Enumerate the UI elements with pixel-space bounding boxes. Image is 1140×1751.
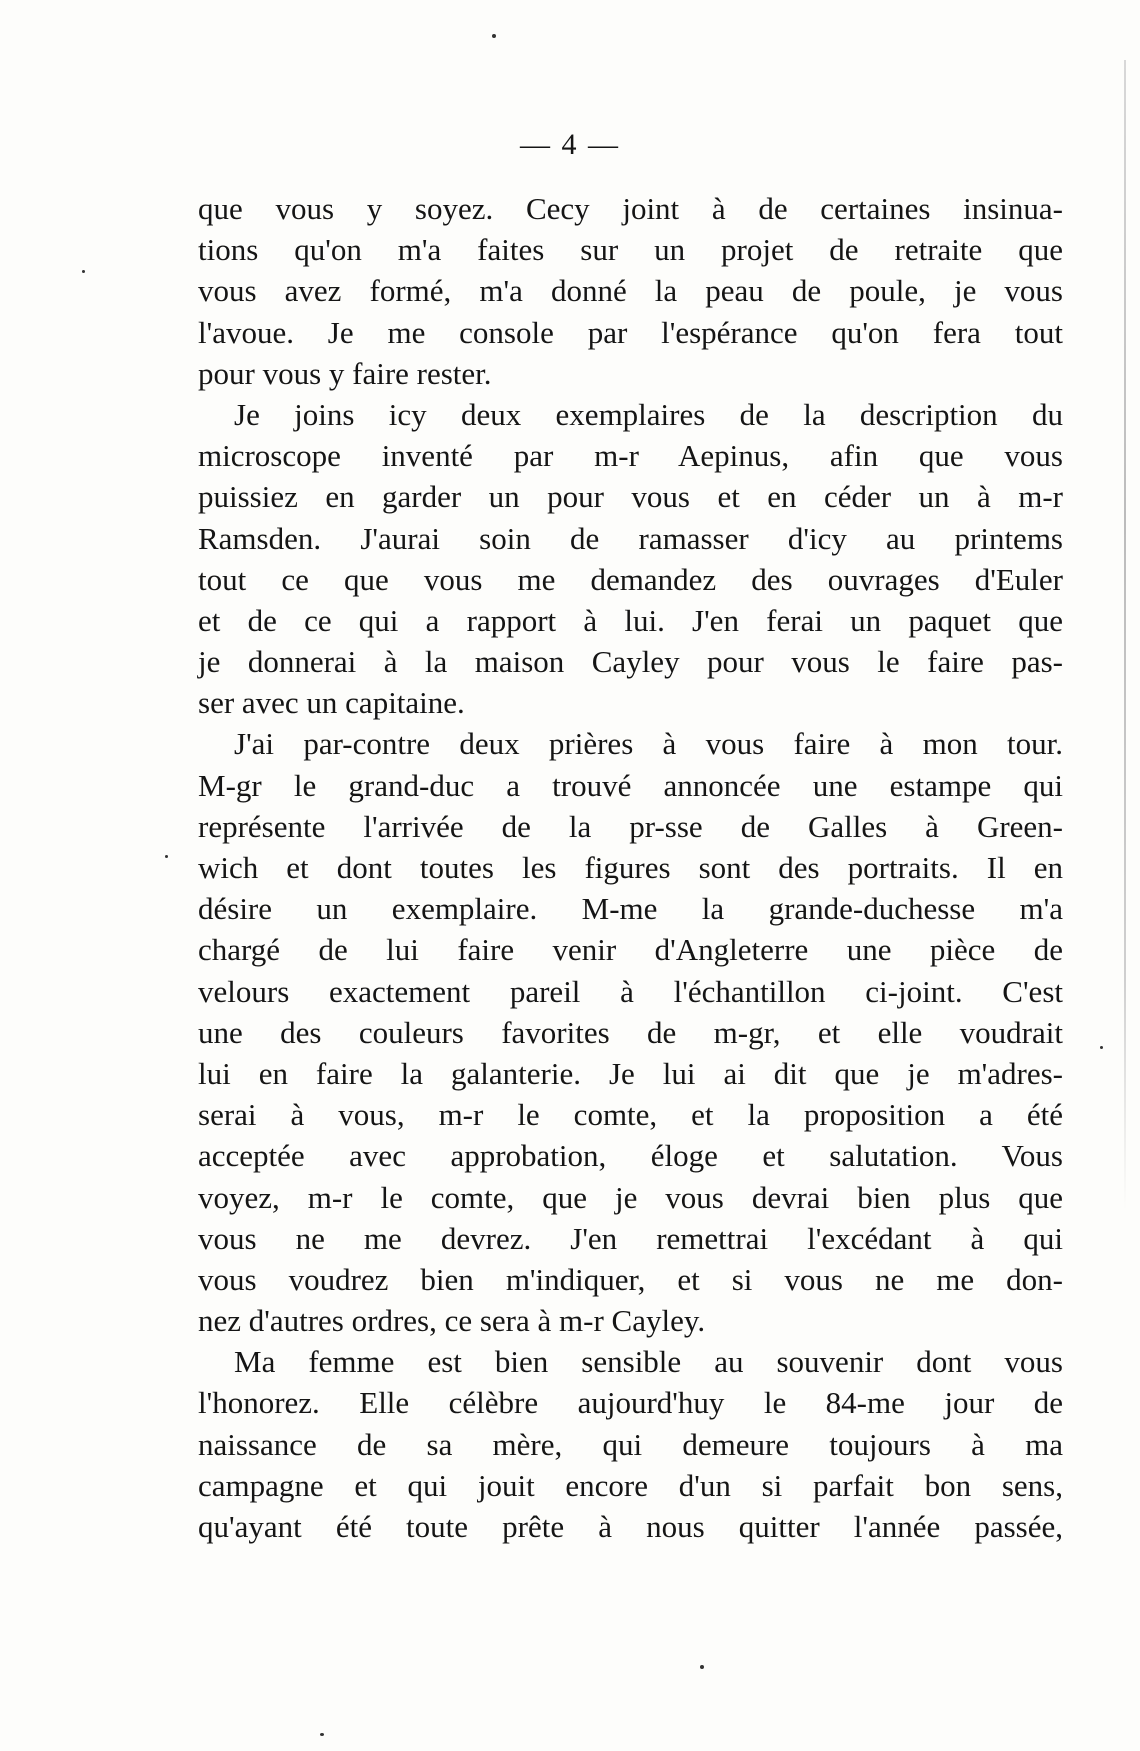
text-line: l'honorez. Elle célèbre aujourd'huy le 84-me jour de <box>198 1385 1063 1421</box>
page-edge-shadow <box>1124 60 1126 1210</box>
text-line: lui en faire la galanterie. Je lui ai dit que je m'adres- <box>198 1055 1063 1091</box>
text-line: tions qu'on m'a faites sur un projet de retraite que <box>198 232 1063 268</box>
text-line: une des couleurs favorites de m-gr, et elle voudrait <box>198 1014 1063 1050</box>
print-speck <box>492 34 496 38</box>
text-line: que vous y soyez. Cecy joint à de certaines insinua- <box>198 191 1063 226</box>
text-line: désire un exemplaire. M-me la grande-duchesse m'a <box>198 891 1063 927</box>
text-line: acceptée avec approbation, éloge et salutation. Vous <box>198 1138 1063 1174</box>
print-speck <box>320 1733 324 1736</box>
text-line: nez d'autres ordres, ce sera à m-r Cayley. <box>198 1303 706 1339</box>
text-line: puissiez en garder un pour vous et en céder un à m-r <box>198 479 1063 515</box>
text-line: microscope inventé par m-r Aepinus, afin que vous <box>198 438 1063 474</box>
print-speck <box>1100 1046 1103 1049</box>
text-line: vous avez formé, m'a donné la peau de poule, je vous <box>198 273 1063 309</box>
text-line: et de ce qui a rapport à lui. J'en ferai un paquet que <box>198 602 1063 638</box>
text-line: M-gr le grand-duc a trouvé annoncée une estampe qui <box>198 767 1063 803</box>
text-line: Ma femme est bien sensible au souvenir dont vous <box>234 1344 1063 1380</box>
text-line: pour vous y faire rester. <box>198 355 492 391</box>
text-line: représente l'arrivée de la pr-sse de Galles à Green- <box>198 808 1063 844</box>
text-line: serai à vous, m-r le comte, et la proposition a été <box>198 1097 1063 1133</box>
text-line: velours exactement pareil à l'échantillon ci-joint. C'est <box>198 973 1063 1009</box>
text-line: qu'ayant été toute prête à nous quitter l'année passée, <box>198 1509 1063 1544</box>
text-line: vous voudrez bien m'indiquer, et si vous ne me don- <box>198 1261 1063 1297</box>
text-line: campagne et qui jouit encore d'un si parfait bon sens, <box>198 1467 1063 1503</box>
text-line: naissance de sa mère, qui demeure toujours à ma <box>198 1426 1063 1462</box>
print-speck <box>165 855 168 858</box>
text-line: tout ce que vous me demandez des ouvrages d'Euler <box>198 561 1063 597</box>
text-line: Ramsden. J'aurai soin de ramasser d'icy au printems <box>198 520 1063 556</box>
text-line: voyez, m-r le comte, que je vous devrai bien plus que <box>198 1179 1063 1215</box>
page-number: — 4 — <box>520 128 620 161</box>
text-line: chargé de lui faire venir d'Angleterre une pièce de <box>198 932 1063 968</box>
text-line: je donnerai à la maison Cayley pour vous le faire pas- <box>198 644 1063 680</box>
body-text <box>198 188 1063 1547</box>
print-speck <box>82 270 85 273</box>
print-speck <box>700 1665 704 1669</box>
text-line: Je joins icy deux exemplaires de la description du <box>234 396 1063 432</box>
text-line: wich et dont toutes les figures sont des portraits. Il en <box>198 850 1063 885</box>
text-line: ser avec un capitaine. <box>198 685 465 721</box>
text-line: l'avoue. Je me console par l'espérance qu'on fera tout <box>198 314 1063 350</box>
text-line: vous ne me devrez. J'en remettrai l'excédant à qui <box>198 1220 1063 1256</box>
text-line: J'ai par-contre deux prières à vous faire à mon tour. <box>234 726 1063 762</box>
